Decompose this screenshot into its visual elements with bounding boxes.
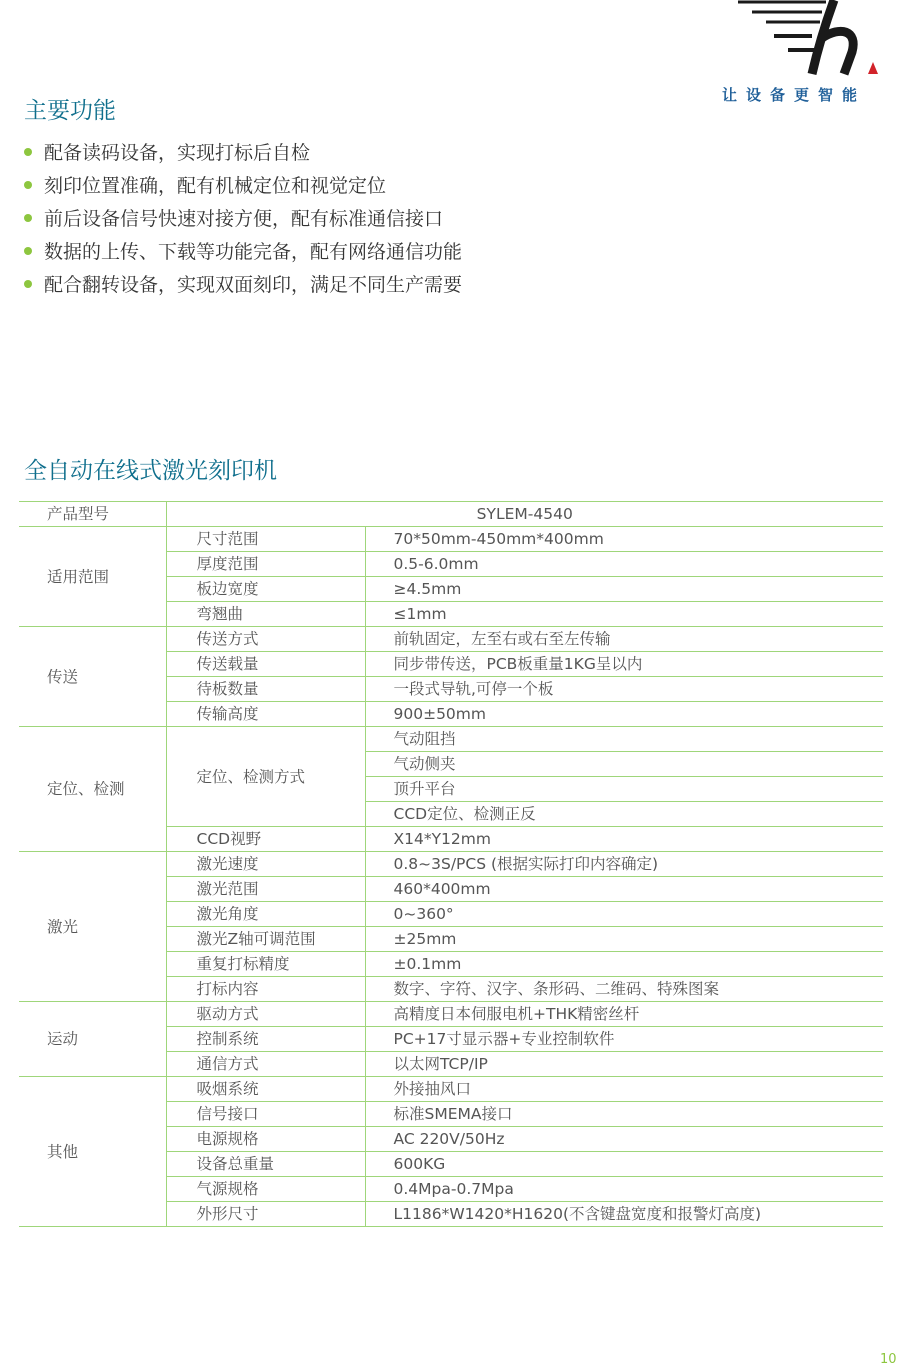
spec-value: 0~360° [365, 902, 883, 927]
feature-text: 数据的上传、下载等功能完备，配有网络通信功能 [44, 241, 463, 263]
table-row [19, 852, 883, 877]
spec-value: 0.4Mpa-0.7Mpa [365, 1177, 883, 1202]
feature-text: 刻印位置准确，配有机械定位和视觉定位 [44, 175, 387, 197]
spec-item: 信号接口 [166, 1102, 365, 1127]
bullet-icon [24, 280, 32, 288]
brand-tagline: 让设备更智能 [722, 86, 867, 104]
spec-value: ≤1mm [365, 602, 883, 627]
spec-value: 70*50mm-450mm*400mm [365, 527, 883, 552]
spec-item: 外形尺寸 [166, 1202, 365, 1227]
feature-list [24, 137, 462, 302]
group-label: 适用范围 [19, 527, 166, 627]
spec-value: 气动侧夹 [365, 752, 883, 777]
feature-text: 配备读码设备，实现打标后自检 [44, 142, 311, 164]
spec-item: 定位、检测方式 [166, 727, 365, 827]
spec-value: 460*400mm [365, 877, 883, 902]
table-row [19, 1002, 883, 1027]
spec-item: 重复打标精度 [166, 952, 365, 977]
spec-value: 前轨固定，左至右或右至左传输 [365, 627, 883, 652]
spec-value: 气动阻挡 [365, 727, 883, 752]
spec-item: 激光速度 [166, 852, 365, 877]
spec-item: 通信方式 [166, 1052, 365, 1077]
spec-item: 传送载量 [166, 652, 365, 677]
spec-item: 激光范围 [166, 877, 365, 902]
spec-table [19, 501, 883, 1227]
spec-value: 以太网TCP/IP [365, 1052, 883, 1077]
table-row [19, 1077, 883, 1102]
table-row [19, 527, 883, 552]
spec-value: 同步带传送，PCB板重量1KG呈以内 [365, 652, 883, 677]
feature-item [24, 269, 462, 302]
spec-value: ±25mm [365, 927, 883, 952]
model-label: 产品型号 [19, 502, 166, 527]
table-row [19, 727, 883, 752]
bullet-icon [24, 247, 32, 255]
spec-value: AC 220V/50Hz [365, 1127, 883, 1152]
table-row [19, 502, 883, 527]
spec-item: 弯翘曲 [166, 602, 365, 627]
spec-item: 激光角度 [166, 902, 365, 927]
spec-item: CCD视野 [166, 827, 365, 852]
features-title: 主要功能 [24, 98, 116, 124]
spec-value: 600KG [365, 1152, 883, 1177]
spec-item: 控制系统 [166, 1027, 365, 1052]
group-label: 激光 [19, 852, 166, 1002]
spec-value: 标准SMEMA接口 [365, 1102, 883, 1127]
spec-item: 激光Z轴可调范围 [166, 927, 365, 952]
feature-text: 配合翻转设备，实现双面刻印，满足不同生产需要 [44, 274, 463, 296]
logo-mark [730, 0, 890, 80]
feature-item [24, 203, 462, 236]
spec-item: 设备总重量 [166, 1152, 365, 1177]
feature-item [24, 170, 462, 203]
spec-item: 厚度范围 [166, 552, 365, 577]
spec-item: 待板数量 [166, 677, 365, 702]
bullet-icon [24, 214, 32, 222]
table-row [19, 627, 883, 652]
spec-value: 数字、字符、汉字、条形码、二维码、特殊图案 [365, 977, 883, 1002]
spec-value: 外接抽风口 [365, 1077, 883, 1102]
spec-item: 电源规格 [166, 1127, 365, 1152]
spec-value: ±0.1mm [365, 952, 883, 977]
spec-item: 吸烟系统 [166, 1077, 365, 1102]
spec-item: 传输高度 [166, 702, 365, 727]
group-label: 其他 [19, 1077, 166, 1227]
model-value: SYLEM-4540 [166, 502, 883, 527]
spec-value: 900±50mm [365, 702, 883, 727]
spec-value: 0.5-6.0mm [365, 552, 883, 577]
spec-value: 0.8~3S/PCS (根据实际打印内容确定) [365, 852, 883, 877]
feature-item [24, 137, 462, 170]
bullet-icon [24, 181, 32, 189]
group-label: 定位、检测 [19, 727, 166, 852]
spec-value: PC+17寸显示器+专业控制软件 [365, 1027, 883, 1052]
spec-value: CCD定位、检测正反 [365, 802, 883, 827]
feature-item [24, 236, 462, 269]
spec-value: ≥4.5mm [365, 577, 883, 602]
feature-text: 前后设备信号快速对接方便，配有标准通信接口 [44, 208, 444, 230]
spec-item: 驱动方式 [166, 1002, 365, 1027]
spec-value: X14*Y12mm [365, 827, 883, 852]
spec-item: 板边宽度 [166, 577, 365, 602]
spec-value: 一段式导轨,可停一个板 [365, 677, 883, 702]
group-label: 传送 [19, 627, 166, 727]
spec-value: 高精度日本伺服电机+THK精密丝杆 [365, 1002, 883, 1027]
bullet-icon [24, 148, 32, 156]
spec-item: 打标内容 [166, 977, 365, 1002]
spec-item: 传送方式 [166, 627, 365, 652]
spec-title: 全自动在线式激光刻印机 [24, 458, 277, 484]
spec-item: 气源规格 [166, 1177, 365, 1202]
spec-value: L1186*W1420*H1620(不含键盘宽度和报警灯高度) [365, 1202, 883, 1227]
page-number: 10 [880, 1352, 897, 1367]
spec-item: 尺寸范围 [166, 527, 365, 552]
spec-value: 顶升平台 [365, 777, 883, 802]
group-label: 运动 [19, 1002, 166, 1077]
